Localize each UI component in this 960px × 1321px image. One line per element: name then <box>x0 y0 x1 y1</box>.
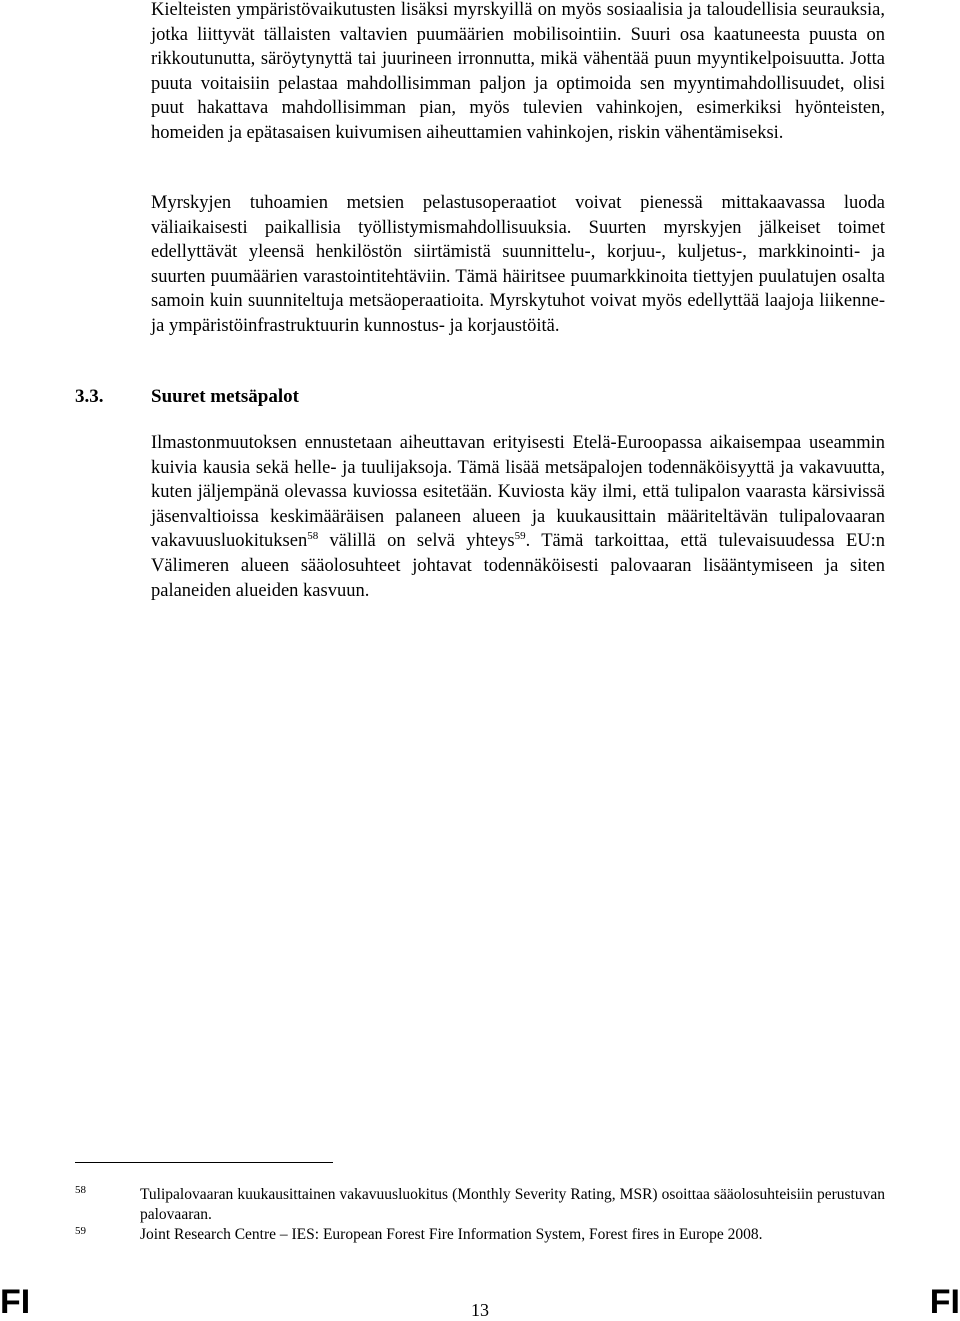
paragraph-text: Myrskyjen tuhoamien metsien pelastusoperaatiot voivat pienessä mittakaavassa luoda väliaikaisesti paikallisia työllistymismahdollisuuksia. Suurten myrskyjen jälkeiset toimet edellyttävät yleensä henkilöstön siirtämistä suunnittelu-, korjuu-, kuljetus-, markkinointi- ja suurten puumäärien varastointitehtäviin. Tämä häiritsee puumarkkinoita tiettyjen puulatujen osalta samoin kuin suunniteltuja metsäoperaatioita. Myrskytuhot voivat myös edellyttää laajoja liikenne- ja ympäristöinfrastruktuurin kunnostus- ja korjaustöitä. <box>151 193 885 336</box>
paragraph-rescue-operations <box>151 191 885 339</box>
page-number: 13 <box>471 1300 489 1320</box>
footnote-number-59: 59 <box>75 1225 86 1237</box>
footnote-59: Joint Research Centre – IES: European Forest Fire Information System, Forest fires in Europe 2008. <box>140 1226 763 1243</box>
footnote-divider <box>75 1162 333 1163</box>
section-number: 3.3. <box>75 386 104 407</box>
language-code-left: FI <box>0 1283 31 1321</box>
language-code-right: FI <box>929 1283 960 1321</box>
paragraph-text: . Tämä tarkoittaa, että tulevaisuudessa EU:n Välimeren alueen sääolosuhteet johtavat todennäköisesti palovaaran lisääntymiseen ja siten palaneiden alueiden kasvuun. <box>151 531 886 601</box>
footnote-58: Tulipalovaaran kuukausittainen vakavuusluokitus (Monthly Severity Rating, MSR) osoittaa sääolosuhteisiin perustuvan palovaaran. <box>140 1186 885 1223</box>
paragraph-text: Kielteisten ympäristövaikutusten lisäksi myrskyillä on myös sosiaalisia ja taloudellisia seurauksia, jotka liittyvät tällaisten valtavien puumäärien mobilisointiin. Suuri osa kaatuneesta puusta on rikkoutunutta, säröytynyttä tai juurineen irronnutta, mikä vähentää puun myyntikelpoisuutta. Jotta puuta voitaisiin pelastaa mahdollisimman paljon ja optimoida sen myyntimahdollisuudet, olisi puut hakattava mahdollisimman pian, myös tulevien vahinkojen, esimerkiksi hyönteisten, homeiden ja epätasaisen kuivumisen aiheuttamien vahinkojen, riskin vähentämiseksi. <box>151 0 885 143</box>
paragraph-text: Ilmastonmuutoksen ennustetaan aiheuttavan erityisesti Etelä-Euroopassa aikaisempaa useammin kuivia kausia sekä helle- ja tuulijaksoja. Tämä lisää metsäpalojen todennäköisyyttä ja vakavuutta, kuten jäljempänä olevassa kuviossa esitetään. Kuviosta käy ilmi, että tulipalon vaarasta kärsivissä jäsenvaltioissa keskimääräisen palaneen alueen ja kuukausittain määriteltävän tulipalovaaran vakavuusluokituksen <box>151 433 885 552</box>
footnote-ref-59[interactable]: 59 <box>514 530 526 543</box>
footnote-number-58: 58 <box>75 1184 86 1196</box>
paragraph-text: välillä on selvä yhteys <box>318 531 515 552</box>
section-title: Suuret metsäpalot <box>151 386 299 407</box>
paragraph-storm-impacts <box>151 0 885 146</box>
footnote-ref-58[interactable]: 58 <box>307 530 319 543</box>
paragraph-forest-fires <box>151 431 885 603</box>
